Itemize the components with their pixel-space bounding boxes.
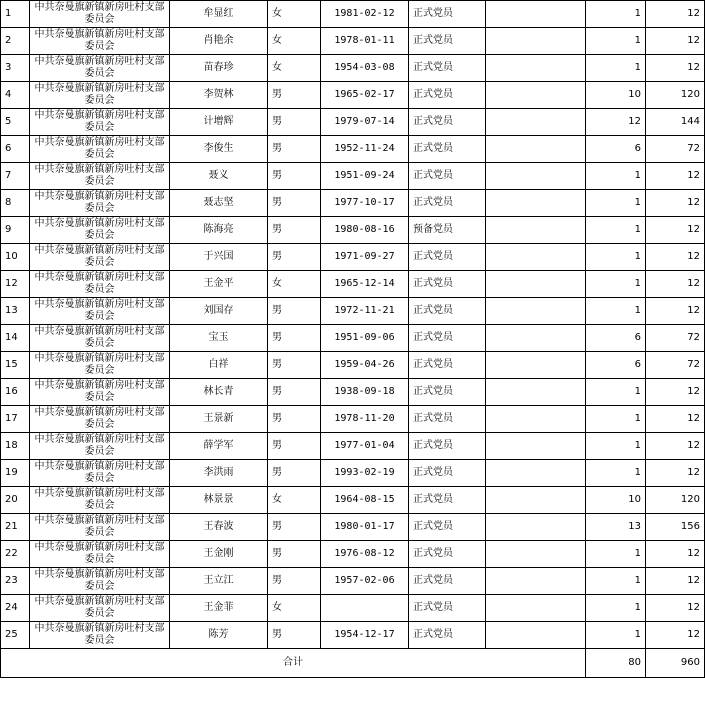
member-name: 刘国存 <box>170 298 268 325</box>
months-value: 13 <box>586 514 646 541</box>
member-name: 林长青 <box>170 379 268 406</box>
amount-value: 12 <box>646 433 705 460</box>
member-type: 正式党员 <box>409 433 486 460</box>
table-row <box>1 352 705 379</box>
member-gender: 男 <box>268 325 321 352</box>
birth-date <box>321 595 409 622</box>
member-name: 王金刚 <box>170 541 268 568</box>
organization-name: 中共奈曼旗新镇新房吐村支部委员会 <box>30 28 170 55</box>
table-row <box>1 406 705 433</box>
empty-cell <box>486 379 586 406</box>
table-row <box>1 1 705 28</box>
months-value: 1 <box>586 298 646 325</box>
months-value: 1 <box>586 163 646 190</box>
amount-value: 12 <box>646 55 705 82</box>
member-type: 正式党员 <box>409 109 486 136</box>
member-type: 正式党员 <box>409 325 486 352</box>
member-gender: 男 <box>268 379 321 406</box>
member-gender: 男 <box>268 406 321 433</box>
organization-name: 中共奈曼旗新镇新房吐村支部委员会 <box>30 55 170 82</box>
amount-value: 120 <box>646 82 705 109</box>
row-number: 5 <box>1 109 30 136</box>
birth-date: 1977-01-04 <box>321 433 409 460</box>
amount-value: 12 <box>646 406 705 433</box>
member-gender: 男 <box>268 460 321 487</box>
organization-name: 中共奈曼旗新镇新房吐村支部委员会 <box>30 487 170 514</box>
amount-value: 12 <box>646 460 705 487</box>
birth-date: 1979-07-14 <box>321 109 409 136</box>
member-name: 王春波 <box>170 514 268 541</box>
empty-cell <box>486 190 586 217</box>
member-name: 李俊生 <box>170 136 268 163</box>
birth-date: 1952-11-24 <box>321 136 409 163</box>
months-value: 6 <box>586 136 646 163</box>
member-gender: 男 <box>268 514 321 541</box>
row-number: 17 <box>1 406 30 433</box>
row-number: 6 <box>1 136 30 163</box>
birth-date: 1951-09-06 <box>321 325 409 352</box>
table-row <box>1 136 705 163</box>
empty-cell <box>486 244 586 271</box>
total-amount: 960 <box>646 649 705 678</box>
organization-name: 中共奈曼旗新镇新房吐村支部委员会 <box>30 460 170 487</box>
months-value: 1 <box>586 379 646 406</box>
row-number: 18 <box>1 433 30 460</box>
birth-date: 1978-01-11 <box>321 28 409 55</box>
organization-name: 中共奈曼旗新镇新房吐村支部委员会 <box>30 406 170 433</box>
table-row <box>1 568 705 595</box>
member-gender: 女 <box>268 595 321 622</box>
organization-name: 中共奈曼旗新镇新房吐村支部委员会 <box>30 595 170 622</box>
birth-date: 1993-02-19 <box>321 460 409 487</box>
table-row <box>1 190 705 217</box>
member-name: 苗春珍 <box>170 55 268 82</box>
organization-name: 中共奈曼旗新镇新房吐村支部委员会 <box>30 82 170 109</box>
member-name: 聂志坚 <box>170 190 268 217</box>
member-type: 正式党员 <box>409 352 486 379</box>
member-type: 正式党员 <box>409 271 486 298</box>
birth-date: 1959-04-26 <box>321 352 409 379</box>
organization-name: 中共奈曼旗新镇新房吐村支部委员会 <box>30 568 170 595</box>
member-type: 正式党员 <box>409 136 486 163</box>
row-number: 23 <box>1 568 30 595</box>
table-row <box>1 487 705 514</box>
organization-name: 中共奈曼旗新镇新房吐村支部委员会 <box>30 136 170 163</box>
organization-name: 中共奈曼旗新镇新房吐村支部委员会 <box>30 514 170 541</box>
empty-cell <box>486 1 586 28</box>
member-name: 林景景 <box>170 487 268 514</box>
member-gender: 女 <box>268 55 321 82</box>
member-type: 正式党员 <box>409 622 486 649</box>
member-name: 王金平 <box>170 271 268 298</box>
empty-cell <box>486 352 586 379</box>
member-gender: 男 <box>268 568 321 595</box>
member-gender: 男 <box>268 217 321 244</box>
member-type: 正式党员 <box>409 298 486 325</box>
member-gender: 男 <box>268 541 321 568</box>
table-row <box>1 82 705 109</box>
empty-cell <box>486 109 586 136</box>
member-gender: 女 <box>268 28 321 55</box>
organization-name: 中共奈曼旗新镇新房吐村支部委员会 <box>30 109 170 136</box>
member-name: 宝玉 <box>170 325 268 352</box>
months-value: 6 <box>586 352 646 379</box>
empty-cell <box>486 55 586 82</box>
birth-date: 1951-09-24 <box>321 163 409 190</box>
birth-date: 1980-08-16 <box>321 217 409 244</box>
birth-date: 1978-11-20 <box>321 406 409 433</box>
member-name: 计增辉 <box>170 109 268 136</box>
empty-cell <box>486 298 586 325</box>
member-type: 正式党员 <box>409 190 486 217</box>
member-name: 聂义 <box>170 163 268 190</box>
birth-date: 1976-08-12 <box>321 541 409 568</box>
amount-value: 72 <box>646 325 705 352</box>
member-name: 肖艳余 <box>170 28 268 55</box>
amount-value: 12 <box>646 244 705 271</box>
months-value: 10 <box>586 82 646 109</box>
months-value: 1 <box>586 271 646 298</box>
amount-value: 72 <box>646 352 705 379</box>
row-number: 22 <box>1 541 30 568</box>
months-value: 1 <box>586 568 646 595</box>
member-type: 预备党员 <box>409 217 486 244</box>
empty-cell <box>486 460 586 487</box>
birth-date: 1971-09-27 <box>321 244 409 271</box>
organization-name: 中共奈曼旗新镇新房吐村支部委员会 <box>30 190 170 217</box>
amount-value: 12 <box>646 217 705 244</box>
table-row <box>1 379 705 406</box>
empty-cell <box>486 217 586 244</box>
member-type: 正式党员 <box>409 406 486 433</box>
organization-name: 中共奈曼旗新镇新房吐村支部委员会 <box>30 1 170 28</box>
member-gender: 女 <box>268 487 321 514</box>
row-number: 2 <box>1 28 30 55</box>
member-name: 王景新 <box>170 406 268 433</box>
months-value: 1 <box>586 433 646 460</box>
empty-cell <box>486 406 586 433</box>
empty-cell <box>486 163 586 190</box>
member-type: 正式党员 <box>409 514 486 541</box>
total-row <box>1 649 705 678</box>
table-row <box>1 28 705 55</box>
empty-cell <box>486 514 586 541</box>
empty-cell <box>486 595 586 622</box>
months-value: 1 <box>586 55 646 82</box>
birth-date: 1980-01-17 <box>321 514 409 541</box>
empty-cell <box>486 568 586 595</box>
organization-name: 中共奈曼旗新镇新房吐村支部委员会 <box>30 325 170 352</box>
birth-date: 1954-12-17 <box>321 622 409 649</box>
row-number: 9 <box>1 217 30 244</box>
member-name: 王金菲 <box>170 595 268 622</box>
member-type: 正式党员 <box>409 460 486 487</box>
organization-name: 中共奈曼旗新镇新房吐村支部委员会 <box>30 298 170 325</box>
organization-name: 中共奈曼旗新镇新房吐村支部委员会 <box>30 217 170 244</box>
months-value: 1 <box>586 28 646 55</box>
organization-name: 中共奈曼旗新镇新房吐村支部委员会 <box>30 379 170 406</box>
birth-date: 1977-10-17 <box>321 190 409 217</box>
birth-date: 1964-08-15 <box>321 487 409 514</box>
birth-date: 1972-11-21 <box>321 298 409 325</box>
member-type: 正式党员 <box>409 82 486 109</box>
member-gender: 男 <box>268 163 321 190</box>
member-type: 正式党员 <box>409 28 486 55</box>
empty-cell <box>486 28 586 55</box>
row-number: 12 <box>1 271 30 298</box>
row-number: 19 <box>1 460 30 487</box>
table-body <box>1 1 705 649</box>
empty-cell <box>486 325 586 352</box>
table-row <box>1 109 705 136</box>
total-section <box>1 649 705 678</box>
row-number: 25 <box>1 622 30 649</box>
member-gender: 男 <box>268 136 321 163</box>
row-number: 16 <box>1 379 30 406</box>
table-row <box>1 541 705 568</box>
table-row <box>1 433 705 460</box>
table-row <box>1 325 705 352</box>
birth-date: 1957-02-06 <box>321 568 409 595</box>
amount-value: 72 <box>646 136 705 163</box>
months-value: 6 <box>586 325 646 352</box>
amount-value: 12 <box>646 622 705 649</box>
amount-value: 144 <box>646 109 705 136</box>
member-type: 正式党员 <box>409 541 486 568</box>
member-type: 正式党员 <box>409 1 486 28</box>
empty-cell <box>486 136 586 163</box>
table-row <box>1 622 705 649</box>
months-value: 1 <box>586 541 646 568</box>
amount-value: 12 <box>646 163 705 190</box>
member-name: 王立江 <box>170 568 268 595</box>
row-number: 7 <box>1 163 30 190</box>
birth-date: 1938-09-18 <box>321 379 409 406</box>
member-gender: 男 <box>268 298 321 325</box>
months-value: 1 <box>586 622 646 649</box>
months-value: 1 <box>586 406 646 433</box>
member-gender: 男 <box>268 109 321 136</box>
row-number: 8 <box>1 190 30 217</box>
birth-date: 1965-02-17 <box>321 82 409 109</box>
birth-date: 1965-12-14 <box>321 271 409 298</box>
organization-name: 中共奈曼旗新镇新房吐村支部委员会 <box>30 271 170 298</box>
amount-value: 12 <box>646 1 705 28</box>
organization-name: 中共奈曼旗新镇新房吐村支部委员会 <box>30 622 170 649</box>
member-name: 白祥 <box>170 352 268 379</box>
amount-value: 12 <box>646 595 705 622</box>
member-name: 牟显红 <box>170 1 268 28</box>
row-number: 1 <box>1 1 30 28</box>
amount-value: 12 <box>646 541 705 568</box>
member-gender: 男 <box>268 352 321 379</box>
member-type: 正式党员 <box>409 163 486 190</box>
member-type: 正式党员 <box>409 244 486 271</box>
member-gender: 男 <box>268 622 321 649</box>
amount-value: 12 <box>646 28 705 55</box>
member-gender: 男 <box>268 433 321 460</box>
birth-date: 1981-02-12 <box>321 1 409 28</box>
member-name: 薛学军 <box>170 433 268 460</box>
row-number: 4 <box>1 82 30 109</box>
row-number: 14 <box>1 325 30 352</box>
organization-name: 中共奈曼旗新镇新房吐村支部委员会 <box>30 244 170 271</box>
table-row <box>1 163 705 190</box>
member-name: 李贺林 <box>170 82 268 109</box>
birth-date: 1954-03-08 <box>321 55 409 82</box>
member-type: 正式党员 <box>409 568 486 595</box>
months-value: 1 <box>586 217 646 244</box>
amount-value: 12 <box>646 568 705 595</box>
row-number: 15 <box>1 352 30 379</box>
row-number: 13 <box>1 298 30 325</box>
months-value: 1 <box>586 460 646 487</box>
table-row <box>1 244 705 271</box>
total-label: 合计 <box>1 649 586 678</box>
empty-cell <box>486 82 586 109</box>
amount-value: 12 <box>646 298 705 325</box>
empty-cell <box>486 433 586 460</box>
row-number: 3 <box>1 55 30 82</box>
member-name: 陈海亮 <box>170 217 268 244</box>
organization-name: 中共奈曼旗新镇新房吐村支部委员会 <box>30 163 170 190</box>
member-gender: 女 <box>268 271 321 298</box>
amount-value: 156 <box>646 514 705 541</box>
organization-name: 中共奈曼旗新镇新房吐村支部委员会 <box>30 433 170 460</box>
member-type: 正式党员 <box>409 487 486 514</box>
row-number: 10 <box>1 244 30 271</box>
total-months: 80 <box>586 649 646 678</box>
amount-value: 120 <box>646 487 705 514</box>
row-number: 20 <box>1 487 30 514</box>
amount-value: 12 <box>646 271 705 298</box>
member-type: 正式党员 <box>409 379 486 406</box>
amount-value: 12 <box>646 190 705 217</box>
table-row <box>1 460 705 487</box>
months-value: 12 <box>586 109 646 136</box>
member-type: 正式党员 <box>409 595 486 622</box>
member-gender: 男 <box>268 82 321 109</box>
row-number: 24 <box>1 595 30 622</box>
months-value: 1 <box>586 595 646 622</box>
months-value: 1 <box>586 190 646 217</box>
organization-name: 中共奈曼旗新镇新房吐村支部委员会 <box>30 352 170 379</box>
member-gender: 男 <box>268 190 321 217</box>
table-row <box>1 595 705 622</box>
months-value: 1 <box>586 244 646 271</box>
table-row <box>1 271 705 298</box>
months-value: 10 <box>586 487 646 514</box>
member-type: 正式党员 <box>409 55 486 82</box>
empty-cell <box>486 622 586 649</box>
member-name: 李洪雨 <box>170 460 268 487</box>
months-value: 1 <box>586 1 646 28</box>
amount-value: 12 <box>646 379 705 406</box>
member-gender: 女 <box>268 1 321 28</box>
organization-name: 中共奈曼旗新镇新房吐村支部委员会 <box>30 541 170 568</box>
empty-cell <box>486 487 586 514</box>
table-row <box>1 298 705 325</box>
member-name: 于兴国 <box>170 244 268 271</box>
empty-cell <box>486 541 586 568</box>
empty-cell <box>486 271 586 298</box>
table-row <box>1 217 705 244</box>
member-gender: 男 <box>268 244 321 271</box>
row-number: 21 <box>1 514 30 541</box>
table-row <box>1 514 705 541</box>
table-row <box>1 55 705 82</box>
member-name: 陈芳 <box>170 622 268 649</box>
